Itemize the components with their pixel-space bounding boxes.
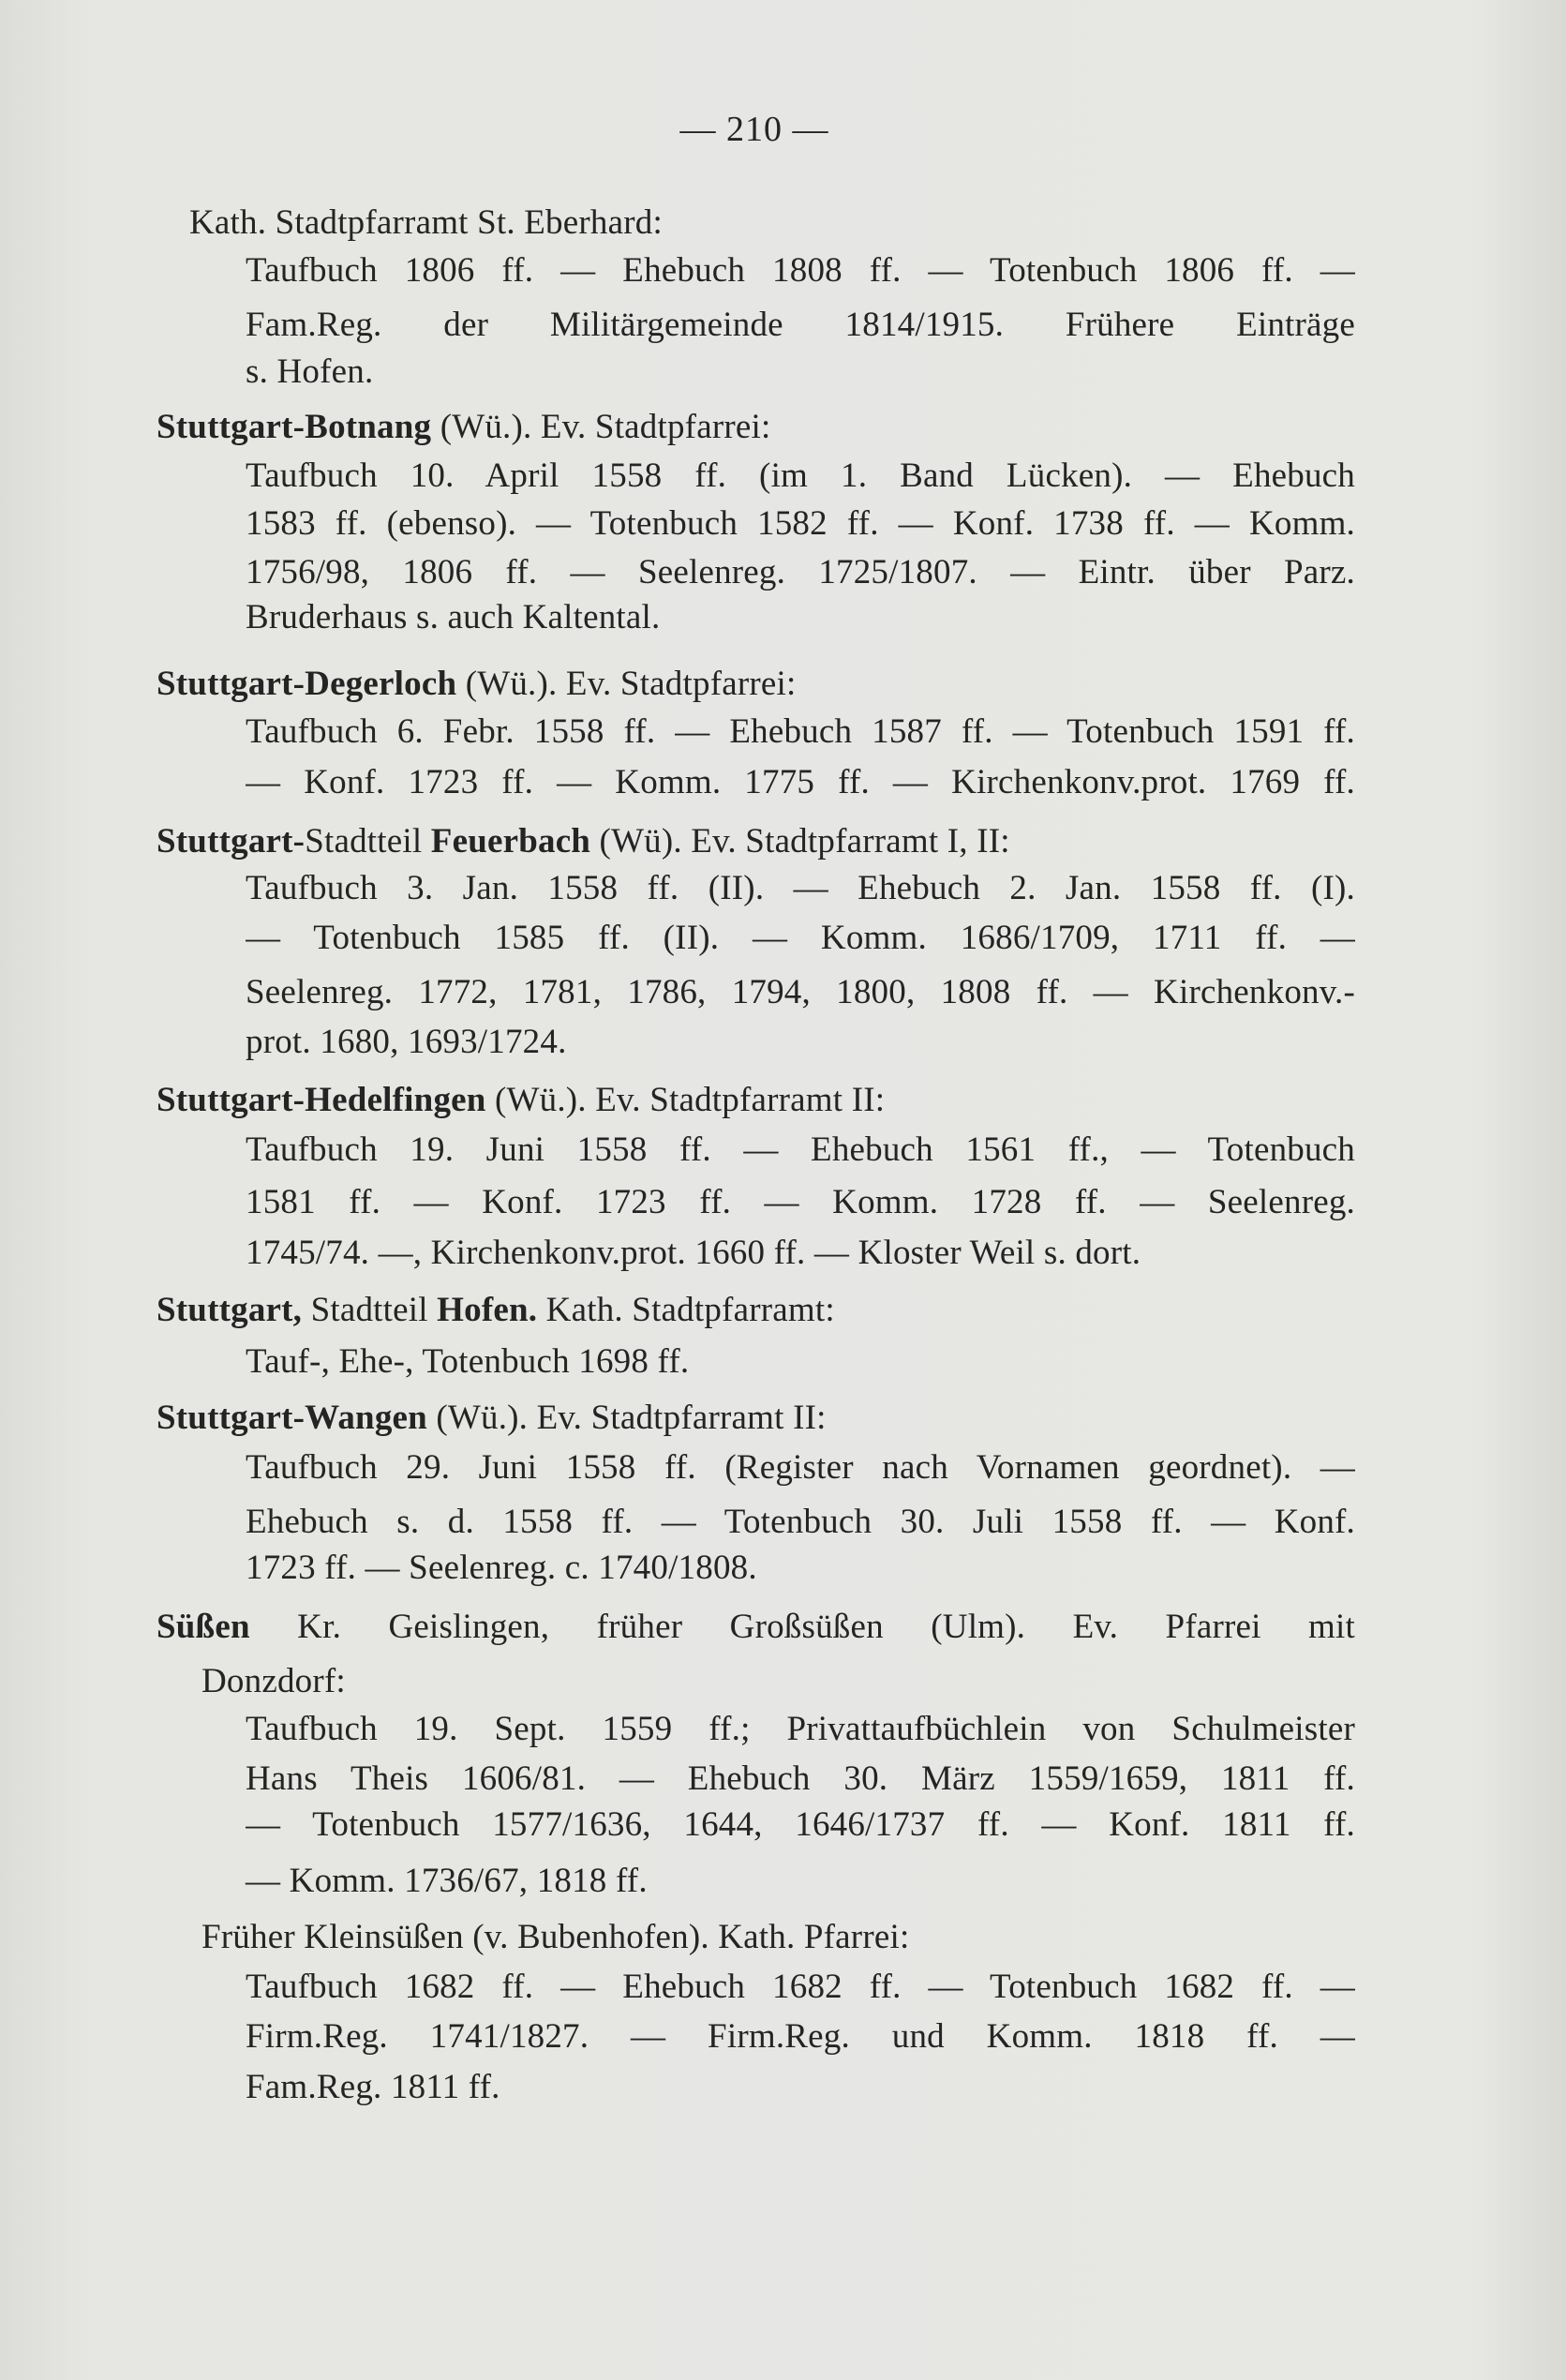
entry-text-line xyxy=(246,1544,757,1593)
page-number: — 210 — xyxy=(679,110,829,149)
entry-text-line xyxy=(246,864,1355,913)
entry-text-line xyxy=(246,1755,1355,1804)
text-segment: Fam.Reg. der Militärgemeinde 1814/1915. Frühere Einträge xyxy=(246,306,1355,344)
text-segment: Hans Theis 1606/81. — Ehebuch 30. März 1559/1659, 1811 ff. xyxy=(246,1759,1355,1798)
text-segment: Kath. Stadtpfarramt: xyxy=(537,1291,835,1329)
text-segment: s. Hofen. xyxy=(246,352,374,391)
text-segment: Taufbuch 29. Juni 1558 ff. (Register nach Vornamen geordnet). — xyxy=(246,1448,1355,1487)
text-segment: Taufbuch 19. Sept. 1559 ff.; Privattaufbüchlein von Schulmeister xyxy=(246,1710,1355,1748)
entry-text-line xyxy=(246,452,1355,501)
entry-subheading xyxy=(189,199,663,247)
entry-subheading xyxy=(201,1913,909,1962)
text-segment: Taufbuch 19. Juni 1558 ff. — Ehebuch 1561 ff., — Totenbuch xyxy=(246,1130,1355,1169)
text-segment: Donzdorf: xyxy=(201,1662,346,1700)
entry-heading xyxy=(157,403,770,452)
text-segment: Seelenreg. 1772, 1781, 1786, 1794, 1800, 1808 ff. — Kirchenkonv.- xyxy=(246,973,1355,1011)
entry-heading xyxy=(157,1603,1355,1652)
text-segment: 1581 ff. — Konf. 1723 ff. — Komm. 1728 ff. — Seelenreg. xyxy=(246,1183,1355,1221)
text-segment: (Wü.). Ev. Stadtpfarrei: xyxy=(456,665,797,703)
text-segment: 1745/74. —, Kirchenkonv.prot. 1660 ff. — Kloster Weil s. dort. xyxy=(246,1234,1141,1272)
place-name: Stuttgart, xyxy=(157,1291,303,1329)
entry-text-line xyxy=(246,500,1355,548)
text-segment: Tauf-, Ehe-, Totenbuch 1698 ff. xyxy=(246,1342,690,1381)
text-segment: — Komm. 1736/67, 1818 ff. xyxy=(246,1862,648,1900)
entry-heading xyxy=(157,660,796,709)
entry-text-line xyxy=(246,301,1355,350)
text-segment: (Wü). Ev. Stadtpfarramt I, II: xyxy=(590,822,1010,861)
text-segment: Kr. Geislingen, früher Großsüßen (Ulm). Ev. Pfarrei mit xyxy=(249,1608,1355,1646)
text-segment: 1756/98, 1806 ff. — Seelenreg. 1725/1807. — Eintr. über Parz. xyxy=(246,553,1355,591)
text-segment: Taufbuch 1682 ff. — Ehebuch 1682 ff. — Totenbuch 1682 ff. — xyxy=(246,1968,1355,2006)
text-segment: Stadtteil xyxy=(302,1291,438,1329)
place-name: Stuttgart-Hedelfingen xyxy=(157,1081,486,1119)
text-segment: 1583 ff. (ebenso). — Totenbuch 1582 ff. — Konf. 1738 ff. — Komm. xyxy=(246,504,1355,543)
entry-text-line xyxy=(246,1126,1355,1175)
entry-heading xyxy=(157,1076,885,1125)
entry-text-line xyxy=(246,1178,1355,1227)
entry-text-line xyxy=(246,1498,1355,1547)
entry-text-line xyxy=(246,348,373,397)
text-segment: (Wü.). Ev. Stadtpfarrei: xyxy=(431,408,771,446)
entry-text-line xyxy=(246,1338,689,1386)
entry-text-line xyxy=(246,968,1355,1017)
place-name: Feuerbach xyxy=(430,822,591,861)
entry-text-line xyxy=(246,1963,1355,2012)
text-segment: Firm.Reg. 1741/1827. — Firm.Reg. und Komm. 1818 ff. — xyxy=(246,2017,1355,2056)
entry-text-line xyxy=(246,1857,648,1906)
text-segment: Taufbuch 1806 ff. — Ehebuch 1808 ff. — Totenbuch 1806 ff. — xyxy=(246,251,1355,290)
text-segment: (Wü.). Ev. Stadtpfarramt II: xyxy=(426,1399,827,1437)
text-segment: Stadtteil xyxy=(305,822,431,861)
entry-heading xyxy=(157,1394,827,1443)
entry-text-line xyxy=(246,2063,500,2112)
place-name: Süßen xyxy=(157,1608,250,1646)
text-segment: Ehebuch s. d. 1558 ff. — Totenbuch 30. Juli 1558 ff. — Konf. xyxy=(246,1503,1355,1541)
text-segment: — Totenbuch 1577/1636, 1644, 1646/1737 ff. — Konf. 1811 ff. xyxy=(246,1805,1355,1844)
entry-text-line xyxy=(246,1018,567,1067)
entry-text-line xyxy=(246,758,1355,807)
place-name: Hofen. xyxy=(437,1291,538,1329)
entry-heading xyxy=(157,817,1010,866)
text-segment: Bruderhaus s. auch Kaltental. xyxy=(246,598,661,636)
text-segment: (Wü.). Ev. Stadtpfarramt II: xyxy=(485,1081,886,1119)
text-segment: 1723 ff. — Seelenreg. c. 1740/1808. xyxy=(246,1549,757,1587)
text-segment: — Konf. 1723 ff. — Komm. 1775 ff. — Kirchenkonv.prot. 1769 ff. xyxy=(246,763,1355,801)
entry-text-line xyxy=(246,2013,1355,2061)
entry-text-line xyxy=(246,1444,1355,1492)
text-segment: Fam.Reg. 1811 ff. xyxy=(246,2068,500,2106)
text-segment: Kath. Stadtpfarramt St. Eberhard: xyxy=(189,203,663,242)
entry-text-line xyxy=(246,548,1355,597)
entry-text-line xyxy=(246,247,1355,295)
entry-text-line xyxy=(246,1229,1141,1278)
entry-text-line xyxy=(246,708,1355,756)
place-name: Stuttgart-Wangen xyxy=(157,1399,427,1437)
entry-text-line xyxy=(246,1705,1355,1754)
text-segment: Taufbuch 3. Jan. 1558 ff. (II). — Ehebuch 2. Jan. 1558 ff. (I). xyxy=(246,869,1355,907)
text-segment: Früher Kleinsüßen (v. Bubenhofen). Kath. Pfarrei: xyxy=(201,1918,910,1956)
entry-text-line xyxy=(201,1657,346,1706)
place-name: Stuttgart- xyxy=(157,822,306,861)
entry-heading xyxy=(157,1286,835,1335)
entry-text-line xyxy=(246,1801,1355,1849)
entry-text-line xyxy=(246,914,1355,963)
text-segment: Taufbuch 6. Febr. 1558 ff. — Ehebuch 1587 ff. — Totenbuch 1591 ff. xyxy=(246,712,1355,751)
place-name: Stuttgart-Degerloch xyxy=(157,665,457,703)
entry-text-line xyxy=(246,593,660,642)
place-name: Stuttgart-Botnang xyxy=(157,408,432,446)
text-segment: prot. 1680, 1693/1724. xyxy=(246,1023,567,1061)
text-segment: Taufbuch 10. April 1558 ff. (im 1. Band Lücken). — Ehebuch xyxy=(246,457,1355,495)
text-segment: — Totenbuch 1585 ff. (II). — Komm. 1686/1709, 1711 ff. — xyxy=(246,919,1355,957)
